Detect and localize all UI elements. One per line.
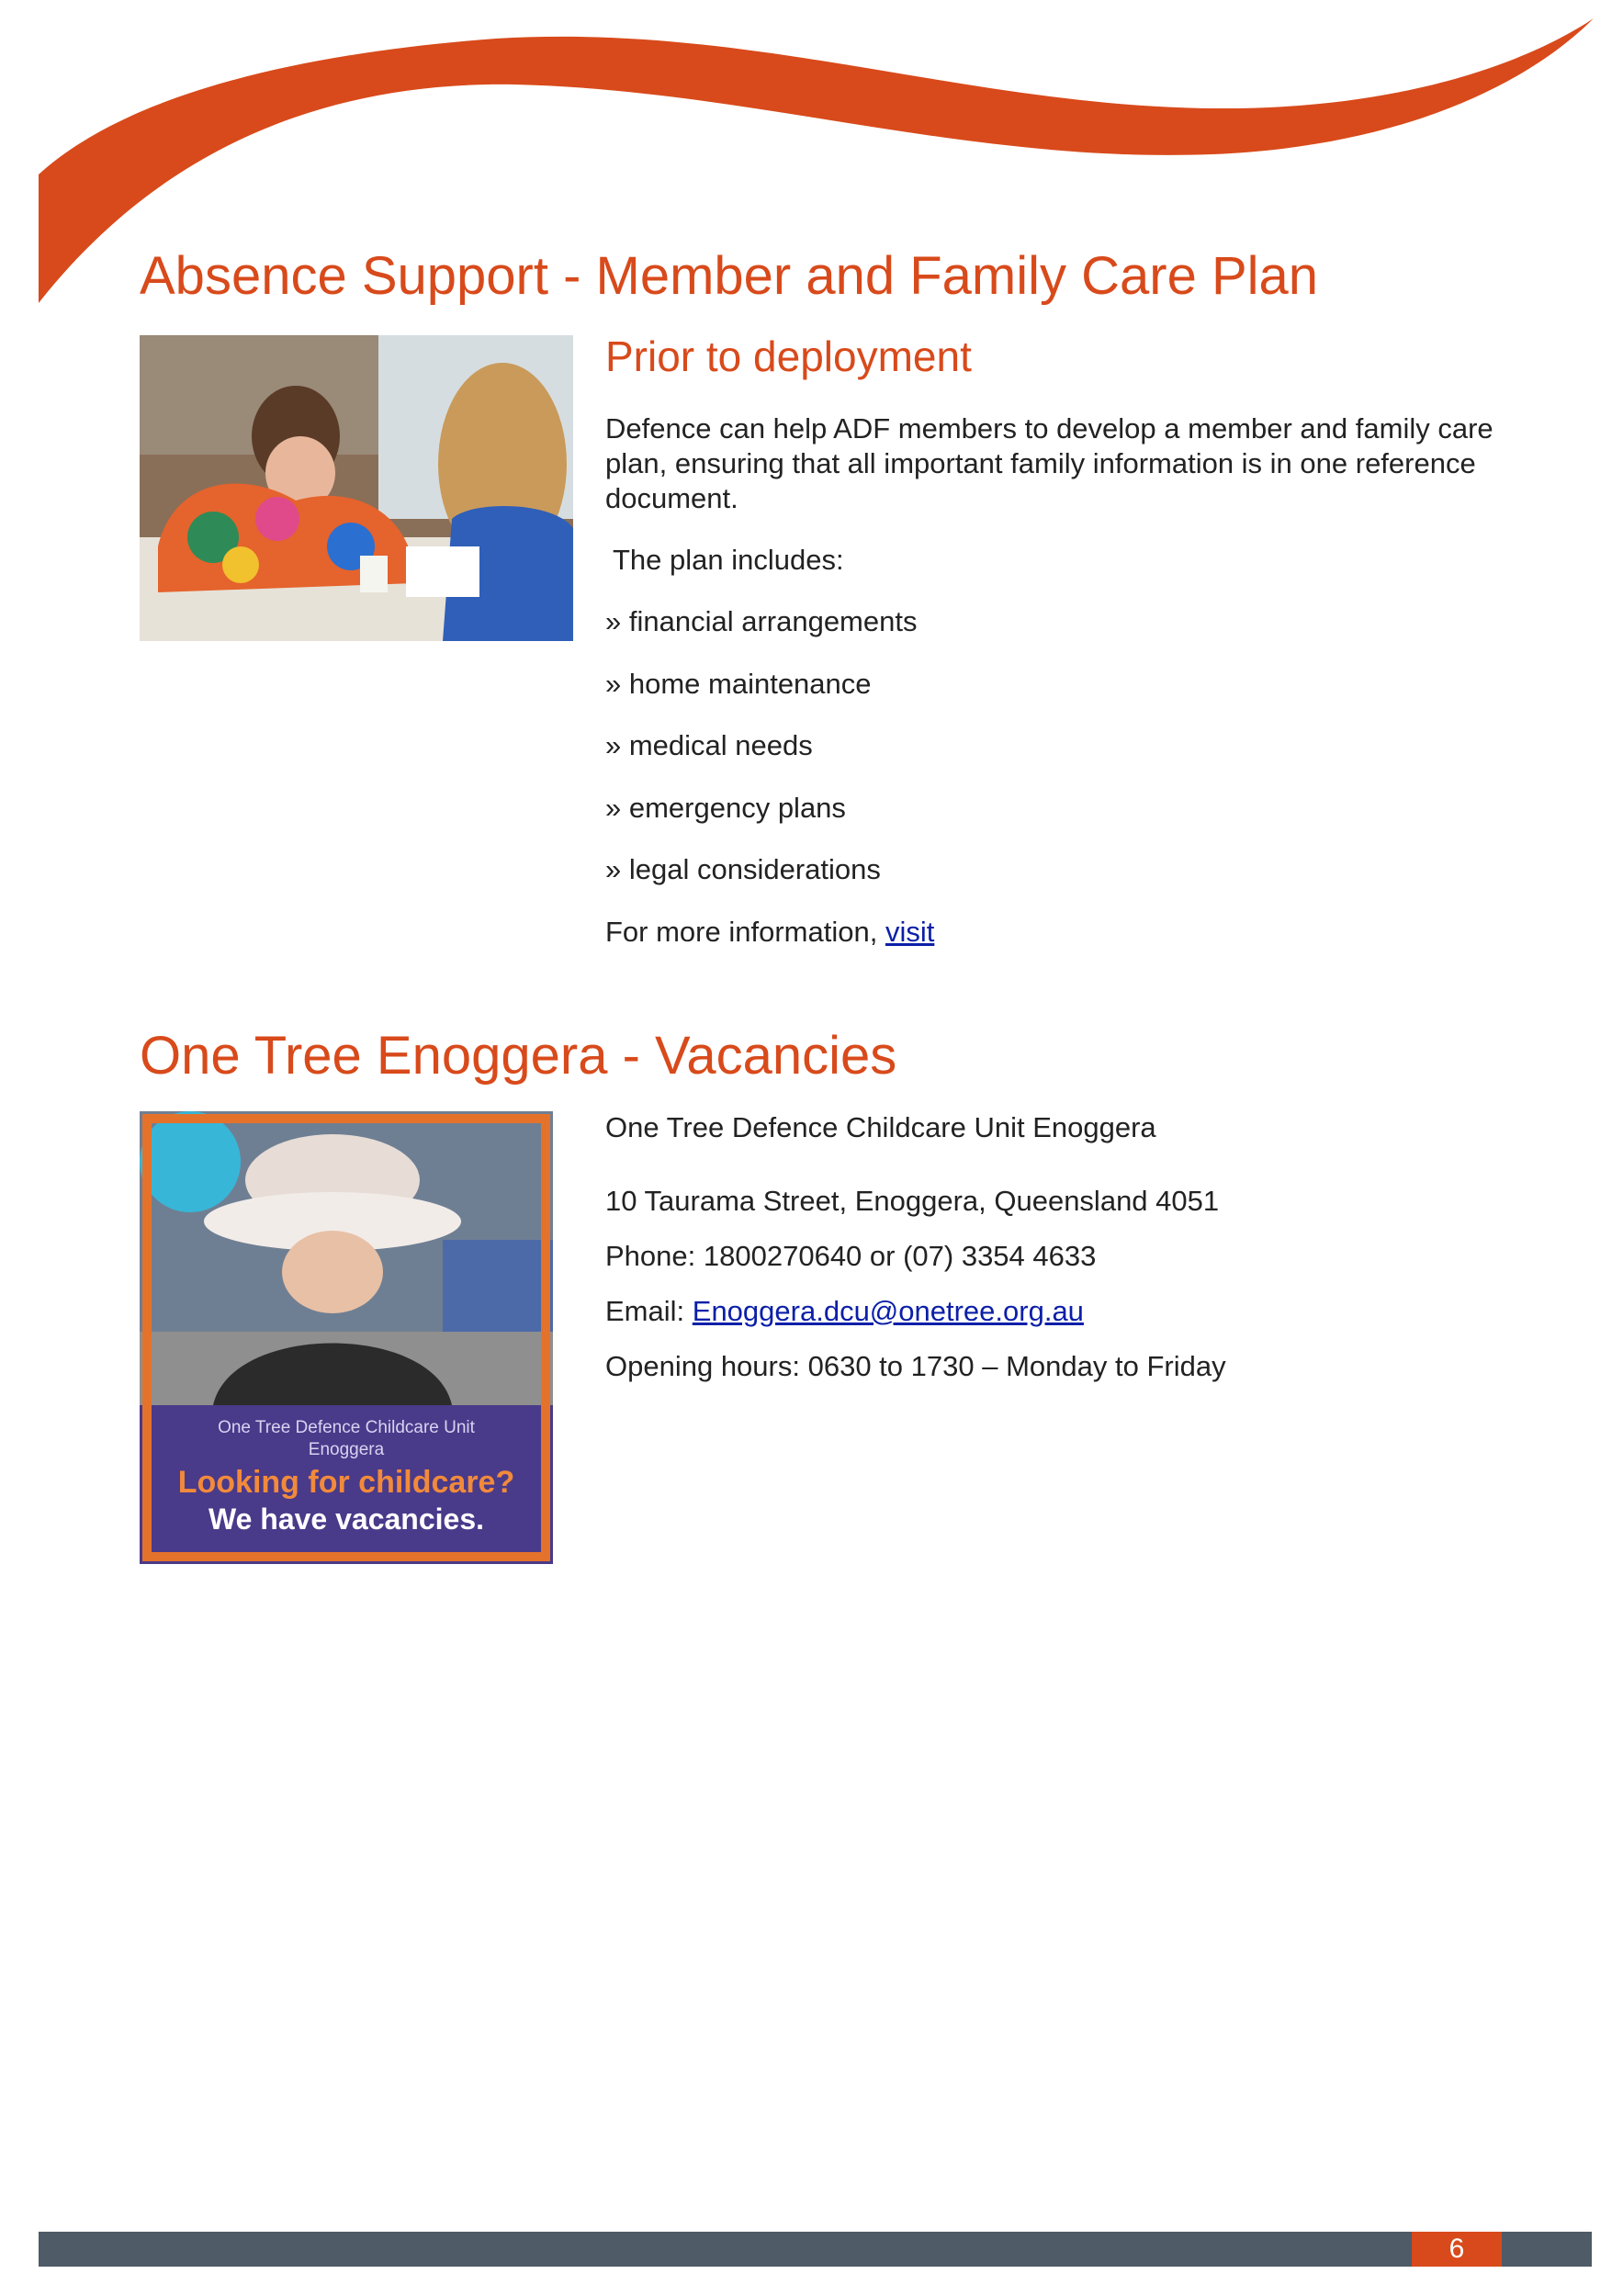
poster-headline: Looking for childcare? xyxy=(177,1465,515,1500)
email-label: Email: xyxy=(605,1295,685,1327)
phone-value: 1800270640 or (07) 3354 4633 xyxy=(703,1240,1097,1272)
unit-name: One Tree Defence Childcare Unit Enoggera xyxy=(605,1111,1156,1143)
poster-small-text-1: One Tree Defence Childcare Unit xyxy=(218,1418,475,1437)
list-item: » medical needs xyxy=(605,729,813,761)
list-item: » legal considerations xyxy=(605,853,881,885)
childcare-vacancies-poster xyxy=(140,1111,553,1564)
plan-includes-label: The plan includes: xyxy=(613,544,844,576)
poster-subheadline: We have vacancies. xyxy=(208,1503,485,1536)
family-care-plan-photo xyxy=(140,335,573,641)
poster-small-text-2: Enoggera xyxy=(308,1440,385,1459)
section1-title: Absence Support - Member and Family Care Plan xyxy=(140,246,1319,306)
phone-line xyxy=(605,1239,1096,1274)
more-info-line xyxy=(605,915,934,950)
footer-bar xyxy=(39,2232,1592,2267)
section1-subtitle: Prior to deployment xyxy=(605,332,972,380)
email-line xyxy=(605,1294,1084,1329)
email-link[interactable]: Enoggera.dcu@onetree.org.au xyxy=(692,1295,1084,1327)
page-number: 6 xyxy=(1412,2232,1502,2267)
section2-title: One Tree Enoggera - Vacancies xyxy=(140,1026,897,1086)
unit-address: 10 Taurama Street, Enoggera, Queensland 4051 xyxy=(605,1185,1220,1217)
visit-link[interactable]: visit xyxy=(885,916,935,948)
list-item: » home maintenance xyxy=(605,668,872,700)
intro-paragraph: Defence can help ADF members to develop a member and family care plan, ensuring that all important family information is in one reference document. xyxy=(605,412,1493,514)
list-item: » financial arrangements xyxy=(605,605,918,637)
list-item: » emergency plans xyxy=(605,792,846,824)
hours-value: 0630 to 1730 – Monday to Friday xyxy=(807,1350,1226,1382)
phone-label: Phone: xyxy=(605,1240,696,1272)
hours-label: Opening hours: xyxy=(605,1350,800,1382)
hours-line xyxy=(605,1349,1226,1384)
more-info-text: For more information, xyxy=(605,916,878,948)
